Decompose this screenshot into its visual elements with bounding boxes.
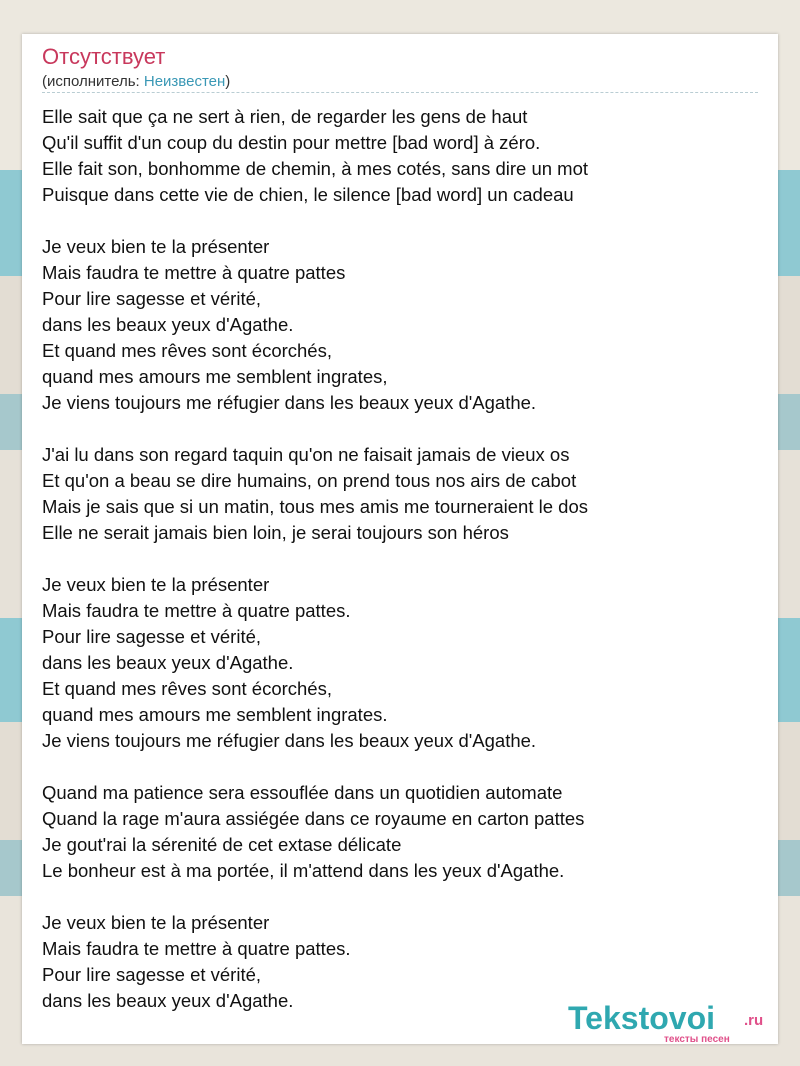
lyrics-stanza — [42, 104, 758, 208]
lyric-line: dans les beaux yeux d'Agathe. — [42, 314, 294, 335]
lyric-line: Et qu'on a beau se dire humains, on prend tous nos airs de cabot — [42, 470, 577, 491]
artist-line — [42, 73, 230, 91]
site-logo[interactable] — [568, 1000, 778, 1044]
lyric-line: J'ai lu dans son regard taquin qu'on ne faisait jamais de vieux os — [42, 444, 570, 465]
lyric-line: Mais faudra te mettre à quatre pattes — [42, 262, 346, 283]
header-divider — [42, 92, 758, 93]
artist-prefix: (исполнитель: — [42, 73, 144, 90]
lyric-line: quand mes amours me semblent ingrates. — [42, 704, 388, 725]
logo-name: Tekstovoi — [568, 1000, 715, 1036]
lyric-line: Et quand mes rêves sont écorchés, — [42, 340, 332, 361]
lyric-line: Je viens toujours me réfugier dans les beaux yeux d'Agathe. — [42, 392, 537, 413]
lyric-line: Pour lire sagesse et vérité, — [42, 964, 262, 985]
lyric-line: Je veux bien te la présenter — [42, 236, 270, 257]
lyric-line: Pour lire sagesse et vérité, — [42, 288, 262, 309]
lyric-line: Mais je sais que si un matin, tous mes amis me tourneraient le dos — [42, 496, 588, 517]
lyric-line: Le bonheur est à ma portée, il m'attend dans les yeux d'Agathe. — [42, 860, 565, 881]
lyric-line: dans les beaux yeux d'Agathe. — [42, 990, 294, 1011]
artist-suffix: ) — [225, 73, 231, 90]
lyric-line: quand mes amours me semblent ingrates, — [42, 366, 388, 387]
lyrics-text — [42, 104, 758, 1040]
lyric-line: Elle fait son, bonhomme de chemin, à mes cotés, sans dire un mot — [42, 158, 589, 179]
lyric-line: Je veux bien te la présenter — [42, 912, 270, 933]
lyrics-stanza — [42, 234, 758, 416]
lyric-line: Je veux bien te la présenter — [42, 574, 270, 595]
lyric-line: Elle sait que ça ne sert à rien, de regarder les gens de haut — [42, 106, 528, 127]
logo-tagline: тексты песен — [664, 1034, 730, 1045]
logo-domain: .ru — [744, 1012, 764, 1029]
lyric-line: Je gout'rai la sérenité de cet extase délicate — [42, 834, 402, 855]
lyric-line: Puisque dans cette vie de chien, le silence [bad word] un cadeau — [42, 184, 574, 205]
lyric-line: Quand la rage m'aura assiégée dans ce royaume en carton pattes — [42, 808, 585, 829]
lyric-line: Quand ma patience sera essouflée dans un quotidien automate — [42, 782, 563, 803]
lyric-line: dans les beaux yeux d'Agathe. — [42, 652, 294, 673]
lyric-line: Mais faudra te mettre à quatre pattes. — [42, 938, 351, 959]
lyrics-stanza — [42, 780, 758, 884]
lyric-line: Et quand mes rêves sont écorchés, — [42, 678, 332, 699]
lyric-line: Pour lire sagesse et vérité, — [42, 626, 262, 647]
lyric-line: Qu'il suffit d'un coup du destin pour mettre [bad word] à zéro. — [42, 132, 541, 153]
lyrics-stanza — [42, 442, 758, 546]
lyric-line: Elle ne serait jamais bien loin, je serai toujours son héros — [42, 522, 509, 543]
lyric-line: Mais faudra te mettre à quatre pattes. — [42, 600, 351, 621]
artist-link[interactable]: Неизвестен — [143, 73, 226, 90]
lyrics-card — [22, 34, 778, 1044]
lyrics-stanza — [42, 572, 758, 754]
lyric-line: Je viens toujours me réfugier dans les beaux yeux d'Agathe. — [42, 730, 537, 751]
lyrics-stanza — [42, 910, 758, 1014]
song-title: Отсутствует — [42, 44, 166, 69]
